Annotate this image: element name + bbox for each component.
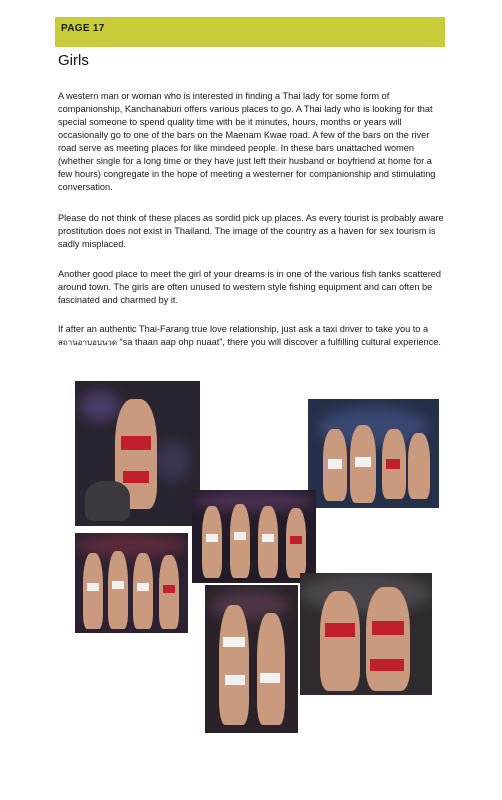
section-title: Girls	[58, 52, 89, 69]
paragraph-intro: A western man or woman who is interested in finding a Thai lady for some form of companionship, Kanchanaburi offers various places to go. A Thai lady who is looking for that special someone to spend quality time with be it minutes, hours, months or years will occasionally go to one of the bars on the Maenam Kwae road. A few of the bars on the river road serve as meeting places for like mindeed people. In these bars unattached women (whether single for a long time or they have just left their husband or boyfriend at home for a few hours) congregate in the hope of meeting a westerner for companionship and stimulating conversation.	[58, 91, 436, 192]
photo-stage-lineup-left	[75, 533, 188, 633]
page-number: PAGE 17	[61, 23, 105, 34]
paragraph-fish-tanks: Another good place to meet the girl of your dreams is in one of the various fish tanks scattered around town. The girls are often unused to western style fishing equipment and can often be fascinated and charmed by it.	[58, 269, 442, 305]
photo-bar-group	[308, 399, 439, 508]
photo-white-bikini-dancers	[205, 585, 298, 733]
paragraph-taxi	[58, 323, 444, 349]
paragraph-taxi-start: If after an authentic Thai-Farang true love relationship, just ask a taxi driver to take you to a	[58, 324, 429, 334]
page-header-bar	[55, 17, 445, 47]
thai-phrase: สถานอาบอบนวด	[58, 338, 118, 347]
photo-two-women-red	[300, 573, 432, 695]
photo-stage-lineup-center	[192, 490, 316, 583]
paragraph-disclaimer: Please do not think of these places as sordid pick up places. As every tourist is probably aware prostitution does not exist in Thailand. The image of the country as a haven for sex tourism is sadly misplaced.	[58, 213, 444, 249]
photo-dancer-red-bikini	[75, 381, 200, 526]
paragraph-taxi-end: “sa thaan aap ohp nuaat”, there you will discover a fulfilling cultural experience.	[117, 337, 441, 347]
